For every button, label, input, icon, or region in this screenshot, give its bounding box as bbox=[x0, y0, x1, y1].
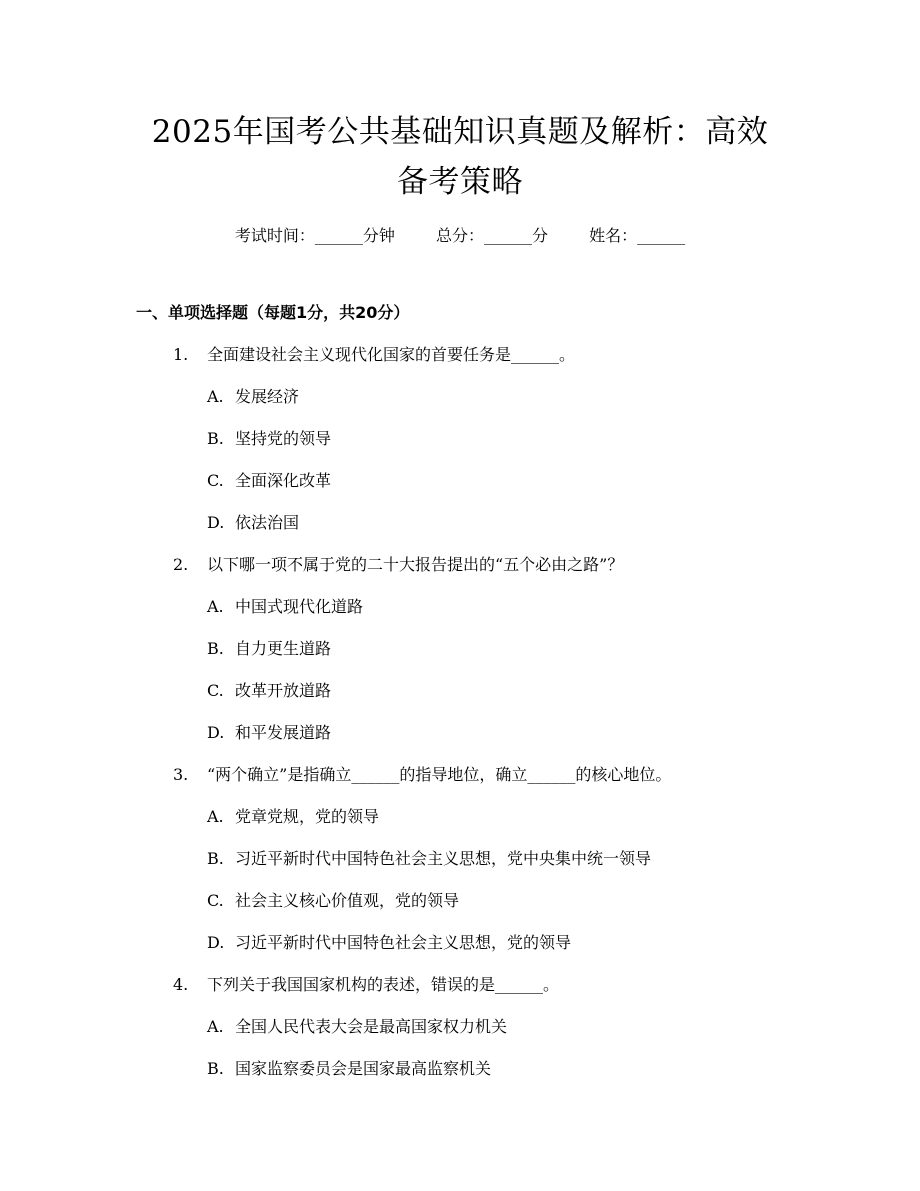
option-letter: C. bbox=[207, 891, 224, 910]
question-text: 以下哪一项不属于党的二十大报告提出的“五个必由之路”？ bbox=[207, 555, 624, 574]
option bbox=[207, 931, 571, 955]
option bbox=[207, 511, 299, 535]
question-1 bbox=[173, 343, 575, 367]
question-number: 4. bbox=[173, 975, 189, 994]
option-text: 中国式现代化道路 bbox=[235, 597, 364, 616]
option bbox=[207, 847, 651, 871]
option-letter: B. bbox=[207, 1059, 224, 1078]
exam-meta bbox=[0, 224, 920, 248]
option-letter: A. bbox=[207, 807, 224, 826]
option bbox=[207, 469, 331, 493]
option bbox=[207, 385, 299, 409]
option bbox=[207, 805, 379, 829]
option bbox=[207, 679, 331, 703]
option-letter: D. bbox=[207, 723, 225, 742]
question-3 bbox=[173, 763, 671, 787]
question-2 bbox=[173, 553, 623, 577]
option bbox=[207, 889, 459, 913]
option-text: 全国人民代表大会是最高国家权力机关 bbox=[235, 1017, 508, 1036]
option bbox=[207, 1015, 507, 1039]
option-letter: C. bbox=[207, 471, 224, 490]
question-text: 下列关于我国国家机构的表述，错误的是______。 bbox=[207, 975, 560, 994]
option-letter: A. bbox=[207, 387, 224, 406]
option-text: 坚持党的领导 bbox=[235, 429, 332, 448]
exam-name: 姓名：______ bbox=[589, 226, 686, 245]
option-letter: D. bbox=[207, 513, 225, 532]
section-heading: 一、单项选择题（每题1分，共20分） bbox=[136, 303, 410, 322]
option-text: 自力更生道路 bbox=[235, 639, 332, 658]
question-number: 2. bbox=[173, 555, 189, 574]
option-text: 和平发展道路 bbox=[235, 723, 332, 742]
option bbox=[207, 1057, 491, 1081]
option-letter: B. bbox=[207, 639, 224, 658]
option-letter: A. bbox=[207, 1017, 224, 1036]
exam-time: 考试时间：______分钟 bbox=[234, 226, 395, 245]
option bbox=[207, 721, 331, 745]
option-letter: B. bbox=[207, 429, 224, 448]
exam-score: 总分：______分 bbox=[435, 226, 548, 245]
title-line-2: 备考策略 bbox=[397, 164, 523, 200]
option-text: 发展经济 bbox=[235, 387, 300, 406]
option-text: 改革开放道路 bbox=[235, 681, 332, 700]
question-4 bbox=[173, 973, 559, 997]
option bbox=[207, 637, 331, 661]
question-text: 全面建设社会主义现代化国家的首要任务是______。 bbox=[207, 345, 576, 364]
option-text: 依法治国 bbox=[235, 513, 300, 532]
option-letter: A. bbox=[207, 597, 224, 616]
option-text: 习近平新时代中国特色社会主义思想，党的领导 bbox=[235, 933, 572, 952]
question-number: 1. bbox=[173, 345, 189, 364]
option bbox=[207, 427, 331, 451]
option-letter: C. bbox=[207, 681, 224, 700]
question-number: 3. bbox=[173, 765, 189, 784]
option-text: 国家监察委员会是国家最高监察机关 bbox=[235, 1059, 492, 1078]
option-text: 党章党规，党的领导 bbox=[235, 807, 380, 826]
option bbox=[207, 595, 363, 619]
option-letter: B. bbox=[207, 849, 224, 868]
title-line-1: 2025年国考公共基础知识真题及解析：高效 bbox=[151, 114, 769, 150]
question-text: “两个确立”是指确立______的指导地位，确立______的核心地位。 bbox=[207, 765, 672, 784]
option-letter: D. bbox=[207, 933, 225, 952]
page-title bbox=[0, 107, 920, 207]
option-text: 社会主义核心价值观，党的领导 bbox=[235, 891, 460, 910]
option-text: 习近平新时代中国特色社会主义思想，党中央集中统一领导 bbox=[235, 849, 652, 868]
option-text: 全面深化改革 bbox=[235, 471, 332, 490]
